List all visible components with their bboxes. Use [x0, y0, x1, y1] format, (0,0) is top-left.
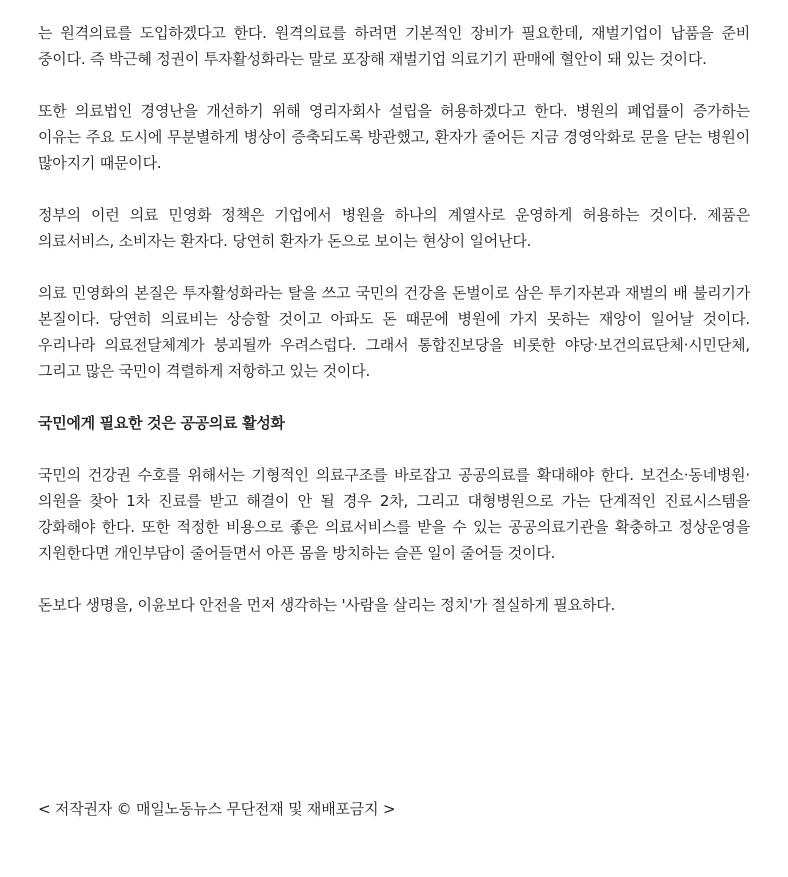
article-body: [38, 20, 750, 618]
copyright-notice: < 저작권자 © 매일노동뉴스 무단전재 및 재배포금지 >: [38, 800, 396, 818]
paragraph-spacer: [38, 384, 750, 410]
paragraph-privatization-policy: 정부의 이런 의료 민영화 정책은 기업에서 병원을 하나의 계열사로 운영하게 허용하는 것이다. 제품은 의료서비스, 소비자는 환자다. 당연히 환자가 돈으로 보이는 현상이 일어난다.: [38, 206, 750, 250]
paragraph-spacer: [38, 436, 750, 462]
paragraph-privatization-essence: 의료 민영화의 본질은 투자활성화라는 탈을 쓰고 국민의 건강을 돈벌이로 삼은 투기자본과 재벌의 배 불리기가 본질이다. 당연히 의료비는 상승할 것이고 아파도 돈 때문에 병원에 가지 못하는 재앙이 일어날 것이다. 우리나라 의료전달체계가 붕괴될까 우려스럽다. 그래서 통합진보당을 비롯한 야당·보건의료단체·시민단체, 그리고 많은 국민이 격렬하게 저항하고 있는 것이다.: [38, 284, 750, 380]
paragraph-spacer: [38, 566, 750, 592]
paragraph-public-healthcare: 국민의 건강권 수호를 위해서는 기형적인 의료구조를 바로잡고 공공의료를 확대해야 한다. 보건소·동네병원·의원을 찾아 1차 진료를 받고 해결이 안 될 경우 2차, 그리고 대형병원으로 가는 단계적인 진료시스템을 강화해야 한다. 또한 적정한 비용으로 좋은 의료서비스를 받을 수 있는 공공의료기관을 확충하고 정상운영을 지원한다면 개인부담이 줄어들면서 아픈 몸을 방치하는 슬픈 일이 줄어들 것이다.: [38, 466, 750, 562]
paragraph-conclusion: 돈보다 생명을, 이윤보다 안전을 먼저 생각하는 '사람을 살리는 정치'가 절실하게 필요하다.: [38, 596, 616, 614]
section-subheading: 국민에게 필요한 것은 공공의료 활성화: [38, 414, 285, 432]
paragraph-spacer: [38, 72, 750, 98]
paragraph-remote-medicine: 는 원격의료를 도입하겠다고 한다. 원격의료를 하려면 기본적인 장비가 필요한데, 재벌기업이 납품을 준비 중이다. 즉 박근혜 정권이 투자활성화라는 말로 포장해 재벌기업 의료기기 판매에 혈안이 돼 있는 것이다.: [38, 24, 750, 68]
paragraph-spacer: [38, 254, 750, 280]
paragraph-profit-subsidiary: 또한 의료법인 경영난을 개선하기 위해 영리자회사 설립을 허용하겠다고 한다. 병원의 폐업률이 증가하는 이유는 주요 도시에 무분별하게 병상이 증축되도록 방관했고, 환자가 줄어든 지금 경영악화로 문을 닫는 병원이 많아지기 때문이다.: [38, 102, 750, 172]
paragraph-spacer: [38, 176, 750, 202]
